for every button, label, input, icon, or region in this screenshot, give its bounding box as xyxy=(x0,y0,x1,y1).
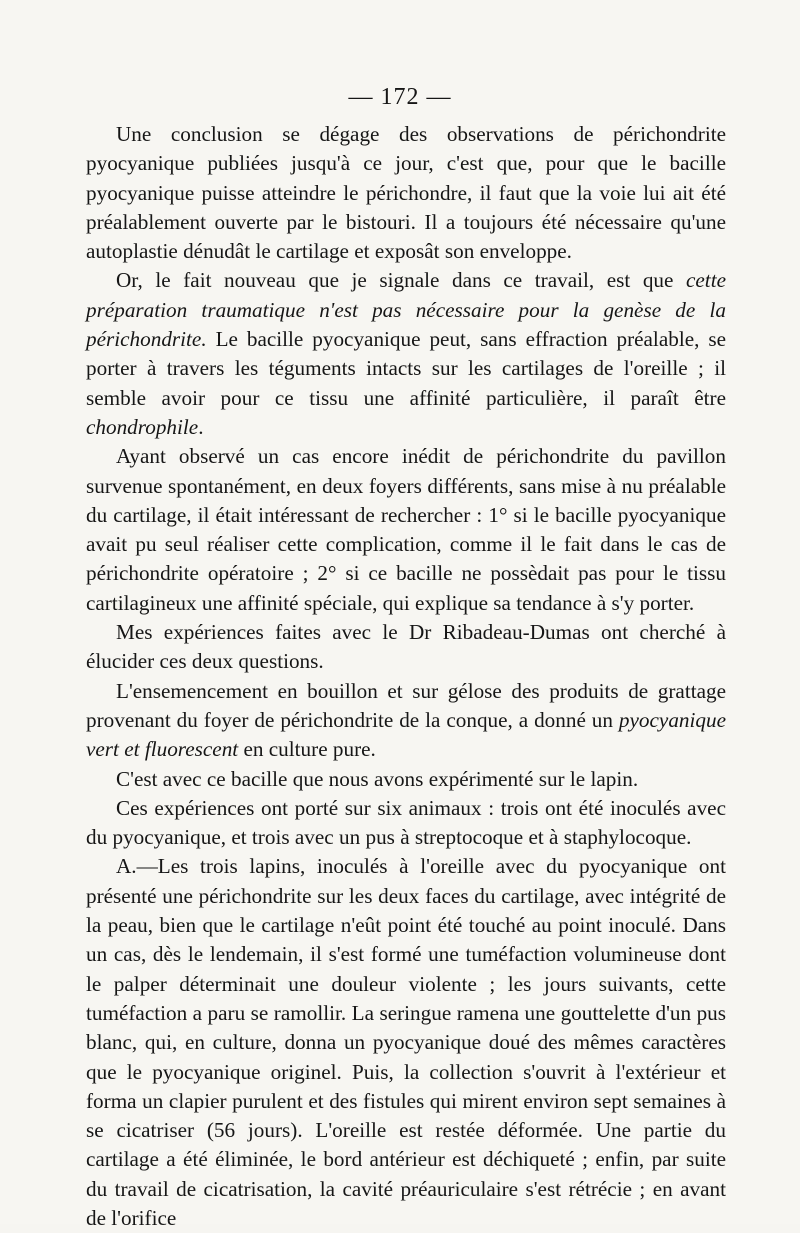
page-number: — 172 — xyxy=(348,84,452,110)
paragraph-2-italic-a: cette préparation traumatique n'est pas nécessaire pour la genèse de la périchondrite. xyxy=(86,268,726,352)
paragraph-2-text-b: Le bacille pyocyanique peut, sans effraction préalable, se porter à travers les téguments intacts sur les cartilages de l'oreille ; il semble avoir pour ce tissu une affinité particulière, il paraît être xyxy=(86,327,726,410)
paragraph-6-text: C'est avec ce bacille que nous avons expérimenté sur le lapin. xyxy=(116,766,639,791)
paragraph-3 xyxy=(86,442,726,618)
paragraph-2 xyxy=(86,266,726,442)
paragraph-7-text: Ces expériences ont porté sur six animaux : trois ont été inoculés avec du pyocyanique, et trois avec un pus à streptocoque et à staphylocoque. xyxy=(86,795,726,850)
paragraph-5-text-a: L'ensemencement en bouillon et sur gélose des produits de grattage provenant du foyer de périchondrite de la conque, a donné un xyxy=(86,678,726,732)
paragraph-5 xyxy=(86,677,726,765)
paragraph-3-text: Ayant observé un cas encore inédit de périchondrite du pavillon survenue spontanément, en deux foyers différents, sans mise à nu préalable du cartilage, il était intéressant de rechercher : 1° si le bacille pyocyanique avait pu seul réaliser cette complication, comme il le fait dans le cas de périchondrite opératoire ; 2° si ce bacille ne possèdait pas pour le tissu cartilagineux une affinité spéciale, qui explique sa tendance à s'y porter. xyxy=(86,444,726,615)
paragraph-8 xyxy=(86,852,726,1233)
paragraph-1 xyxy=(86,120,726,266)
paragraph-5-text-b: en culture pure. xyxy=(238,737,376,762)
body-text xyxy=(86,120,726,1233)
paragraph-6 xyxy=(86,765,726,794)
paragraph-2-text-c: . xyxy=(198,414,204,439)
paragraph-4 xyxy=(86,618,726,677)
paragraph-4-text: Mes expériences faites avec le Dr Ribadeau-Dumas ont cherché à élucider ces deux questions. xyxy=(86,620,726,674)
paragraph-7 xyxy=(86,794,726,853)
paragraph-1-text: Une conclusion se dégage des observations de périchondrite pyocyanique publiées jusqu'à ce jour, c'est que, pour que le bacille pyocyanique puisse atteindre le périchondre, il faut que la voie lui ait été préalablement ouverte par le bistouri. Il a toujours été nécessaire qu'une autoplastie dénudât le cartilage et exposât son enveloppe. xyxy=(86,122,726,264)
paragraph-2-italic-b: chondrophile xyxy=(86,414,199,439)
paragraph-8-text: A.—Les trois lapins, inoculés à l'oreille avec du pyocyanique ont présenté une périchondrite sur les deux faces du cartilage, avec intégrité de la peau, bien que le cartilage n'eût point été touché au point inoculé. Dans un cas, dès le lendemain, il s'est formé une tuméfaction volumineuse dont le palper déterminait une douleur violente ; les jours suivants, cette tuméfaction a paru se ramollir. La seringue ramena une gouttelette d'un pus blanc, qui, en culture, donna un pyocyanique doué des mêmes caractères que le pyocyanique originel. Puis, la collection s'ouvrit à l'extérieur et forma un clapier purulent et des fistules qui mirent environ sept semaines à se cicatriser (56 jours). L'oreille est restée déformée. Une partie du cartilage a été éliminée, le bord antérieur est déchiqueté ; enfin, par suite du travail de cicatrisation, la cavité préauriculaire s'est rétrécie ; en avant de l'orifice xyxy=(86,854,726,1230)
paragraph-5-italic: pyocyanique vert et fluorescent xyxy=(86,707,726,762)
paragraph-2-text-a: Or, le fait nouveau que je signale dans ce travail, est que xyxy=(116,268,686,293)
